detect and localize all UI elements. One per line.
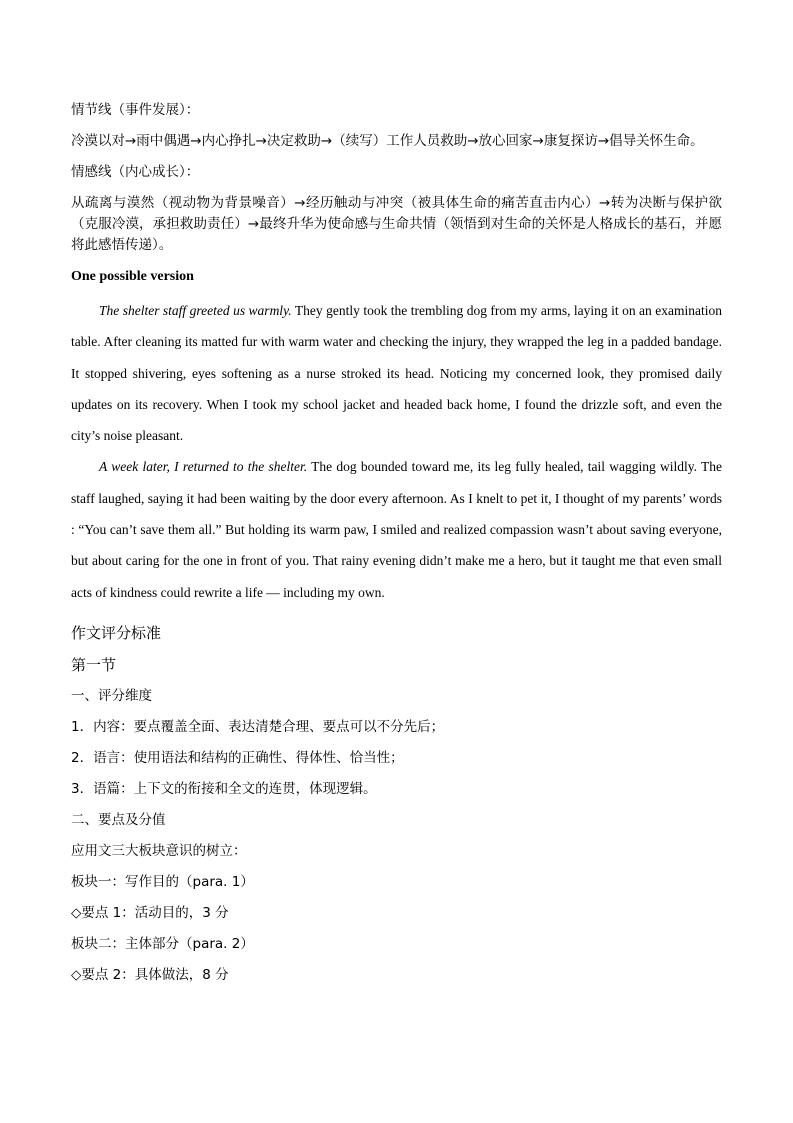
point-1: ◇要点 1：活动目的，3 分 (71, 904, 229, 921)
version-paragraph-2 (71, 451, 722, 607)
scoring-intro: 应用文三大板块意识的树立： (71, 842, 247, 859)
point-2: ◇要点 2：具体做法，8 分 (71, 966, 229, 983)
scoring-part1-heading: 一、评分维度 (71, 687, 152, 704)
plot-line-heading: 情节线（事件发展）： (71, 102, 200, 118)
criterion-discourse: 3．语篇：上下文的衔接和全文的连贯，体现逻辑。 (71, 780, 377, 797)
scoring-title: 作文评分标准 (71, 623, 162, 642)
paragraph-1-body: They gently took the trembling dog from my arms, laying it on an examination table. After cleaning its matted fur with warm water and checking the injury, they wrapped the leg in a padded bandage. It stopped shivering, eyes softening as a nurse stroked its head. Noticing my concerned look, they promised daily updates on its recovery. When I took my school jacket and headed back home, I found the drizzle soft, and even the city’s noise pleasant. (71, 303, 722, 444)
scoring-section: 第一节 (71, 655, 117, 674)
scoring-part2-heading: 二、要点及分值 (71, 811, 166, 828)
paragraph-2-lead-sentence: A week later, I returned to the shelter. (99, 459, 308, 475)
document-page (71, 100, 722, 996)
paragraph-2-body: The dog bounded toward me, its leg fully healed, tail wagging wildly. The staff laughed, saying it had been waiting by the door every afternoon. As I knelt to pet it, I thought of my parents’ words : “You can’t save them all.” But holding its warm paw, I smiled and realized compassion wasn’t about saving everyone, but about caring for the one in front of you. That rainy evening didn’t make me a hero, but it taught me that even small acts of kindness could rewrite a life — including my own. (71, 459, 722, 600)
version-heading: One possible version (71, 269, 194, 284)
paragraph-1-lead-sentence: The shelter staff greeted us warmly. (99, 303, 292, 318)
block-1: 板块一：写作目的（para. 1） (71, 873, 254, 890)
criterion-content: 1．内容：要点覆盖全面、表达清楚合理、要点可以不分先后； (71, 718, 445, 735)
emotion-line-text: 从疏离与漠然（视动物为背景噪音）→经历触动与冲突（被具体生命的痛苦直击内心）→转为决断与保护欲（克服冷漠，承担救助责任）→最终升华为使命感与生命共情（领悟到对生命的关怀是人格成长的基石，并愿将此感悟传递）。 (71, 195, 722, 253)
criterion-language: 2．语言：使用语法和结构的正确性、得体性、恰当性； (71, 749, 404, 766)
block-2: 板块二：主体部分（para. 2） (71, 935, 254, 952)
version-paragraph-1 (71, 295, 722, 451)
plot-line-text: 冷漠以对→雨中偶遇→内心挣扎→决定救助→（续写）工作人员救助→放心回家→康复探访→倡导关怀生命。 (71, 133, 704, 149)
emotion-line-heading: 情感线（内心成长）： (71, 164, 200, 180)
